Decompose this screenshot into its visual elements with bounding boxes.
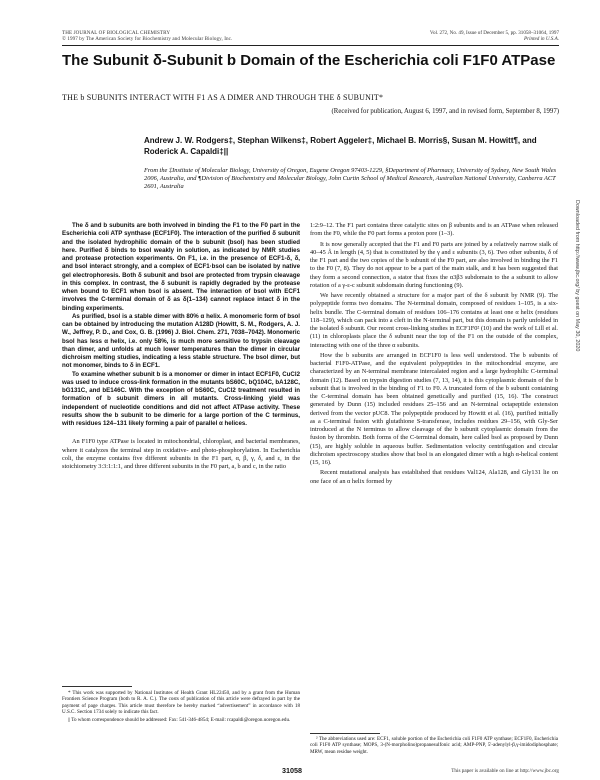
right-column [310,222,558,488]
body-paragraph: It is now generally accepted that the F1 and F0 parts are joined by a relatively narrow stalk of 40–45 Å in length (4, 5) that is constituted by the γ and ε subunits (3, 6). Two other subunits, δ of the F1 part and the two copies of the b subunit of the F0 part, are also involved in binding the F1 to the F0 (7, 8). They do not appear to be a part of the main stalk, and it has been suggested that they form a second connection, a stator that fixes the α3β3 subdomain to the a subunit to allow rotation of a γ-ε-c subunit subdomain during functioning (9). [310,240,558,289]
article-title: The Subunit δ-Subunit b Domain of the Escherichia coli F1F0 ATPase [62,52,556,69]
body-paragraph: We have recently obtained a structure for a major part of the δ subunit by NMR (9). The polypeptide forms two domains. The N-terminal domain, composed of residues 1–105, is a six-helix bundle. The C-terminal domain of residues 106–176 contains at least one α helix (residues 118–129), which can pack into a cleft in the N-terminal part, but this domain is partly unfolded in the isolated δ subunit. Our recent cross-linking studies in ECF1F0² (10) and the work of Lill et al. (11) in chloroplasts place the δ subunit near the top of the F1 on the outside of the complex, interacting with one of the three α subunits. [310,292,558,349]
printed-line: Printed in U.S.A. [524,36,559,43]
author-list: Andrew J. W. Rodgers‡, Stephan Wilkens‡, Robert Aggeler‡, Michael B. Morris§, Susan M. Howitt¶, and Roderick A. Capaldi‡|| [144,136,537,156]
copyright-line: © 1997 by The American Society for Biochemistry and Molecular Biology, Inc. [62,36,233,43]
download-watermark: Downloaded from http://www.jbc.org/ by guest on May 30, 2020 [574,200,580,352]
footnote-rule [310,733,380,734]
footnote-abbreviations: ² The abbreviations used are: ECF1, soluble portion of the Escherichia coli F1F0 ATP synthase; ECF1F0, Escherichia coli F1F0 ATP synthase; MOPS, 3-(N-morpholino)propanesulfonic acid; AMP-PNP, 5'-adenylyl-β,γ-imidodiphosphate; MRW, mean residue weight. [310,736,558,755]
header-rule [62,45,559,46]
footnotes-left [62,690,300,724]
page-number: 31058 [282,766,302,775]
affiliations: From the ‡Institute of Molecular Biology, University of Oregon, Eugene Oregon 97403-1229, §Department of Pharmacy, University of Sydney, New South Wales 2006, Australia, and ¶Division of Biochemistry and Molecular Biology, John Curtin School of Medical Research, Australian National University, Canberra ACT 2601, Australia [144,167,557,191]
article-subtitle: THE b SUBUNITS INTERACT WITH F1 AS A DIMER AND THROUGH THE δ SUBUNIT* [62,93,384,102]
journal-name: THE JOURNAL OF BIOLOGICAL CHEMISTRY [62,30,171,36]
journal-header [62,30,232,42]
body-paragraph: An F1F0 type ATPase is located in mitochondrial, chloroplast, and bacterial membranes, where it catalyzes the terminal step in oxidative- and photo-phosphorylation. In Escherichia coli, the enzyme contains five different subunits in the F1 part, α, β, γ, δ, and ε, in the stoichiometry 3:3:1:1:1, and three different subunits in the F0 part, a, b and c, in the ratio [62,438,300,470]
abstract [62,222,300,428]
volume-line: Vol. 272, No. 49, Issue of December 5, pp. 31058–31064, 1997 [429,30,559,36]
abstract-paragraph: As purified, bsol is a stable dimer with 80% α helix. A monomeric form of bsol can be obtained by introducing the mutation A128D (Howitt, S. M., Rodgers, A. J. W., Jeffrey, P. D., and Cox, G. B. (1996) J. Biol. Chem. 271, 7038–7042). Monomeric bsol has less α helix, i.e. only 58%, is much more sensitive to trypsin cleavage than dimer, and unfolds at much lower temperatures than the dimer in circular dichroism melting studies, indicating a less stable structure. The bsol dimer, but not monomer, binds to δ in ECF1. [62,312,300,370]
issue-header [430,30,559,42]
footnote-rule [62,686,132,687]
abstract-paragraph: The δ and b subunits are both involved in binding the F1 to the F0 part in the Escherichia coli ATP synthase (ECF1F0). The interaction of the purified δ subunit and the isolated hydrophilic domain of the b subunit (bsol) has been studied here. Purified δ binds to bsol weakly in solution, as indicated by NMR studies and protease protection experiments. On F1, i.e. in the presence of ECF1-δ, δ, and bsol interact strongly, and a complex of ECF1·bsol can be isolated by native gel electrophoresis. Both δ subunit and bsol are protected from trypsin cleavage in this complex. In contrast, the δ subunit is rapidly degraded by the protease when bound to ECF1 when bsol is absent. The interaction of bsol with ECF1 involves the C-terminal domain of δ as δ(1–134) cannot replace intact δ in the binding experiments. [62,222,300,312]
body-paragraph: How the b subunits are arranged in ECF1F0 is less well understood. The b subunits of bacterial F1F0-ATPase, and the equivalent polypeptides in the mitochondrial enzyme, are characterized by an N-terminal membrane intercalated region and a large hydrophilic C-terminal domain (12). Based on trypsin digestion studies (7, 13, 14), it is this cytoplasmic domain of the b subunit that is involved in the binding of F1 to F0. A truncated form of the b subunit containing the C-terminal domain has been obtained genetically and purified (15, 16). The construct generated by Dunn (15) included residues 25–156 and an N-terminal octapeptide extension derived from the vector pUC8. The polypeptide produced by Howitt et al. (16), purified initially as a C-terminal fusion with glutathione S-transferase, includes residues 29–156, with Gly-Ser introduced at the N terminus to allow cleavage of the b subunit cytoplasmic domain from the fusion by thrombin. Both forms of the C-terminal domain, here called bsol as proposed by Dunn (15), are highly soluble in aqueous buffer. Sedimentation velocity centrifugation and circular dichroism spectroscopy studies show that bsol is an elongated dimer with a high α-helical content (15, 16). [310,351,558,466]
left-column [62,222,300,473]
body-paragraph: Recent mutational analysis has established that residues Val124, Ala128, and Gly131 lie on one face of an α helix formed by [310,469,558,485]
body-paragraph: 1:2:9–12. The F1 part contains three catalytic sites on β subunits and is an ATPase when released from the F0, while the F0 part forms a proton pore (1–3). [310,222,558,238]
received-dates: (Received for publication, August 6, 1997, and in revised form, September 8, 1997) [331,108,559,115]
abstract-paragraph: To examine whether subunit b is a monomer or dimer in intact ECF1F0, CuCl2 was used to induce cross-link formation in the mutants bS60C, bQ104C, bA128C, bG131C, and bE146C. With the exception of bS60C, CuCl2 treatment resulted in formation of b subunit dimers in all mutants. Cross-linking yield was independent of nucleotide conditions and did not affect ATPase activity. These results show the b subunit to be dimeric for a large portion of the C terminus, with residues 124–131 likely forming a pair of parallel α helices. [62,370,300,427]
footer-note: This paper is available on line at http://www.jbc.org [451,768,559,774]
footnote-funding: * This work was supported by National Institutes of Health Grant HL22450, and by a grant from the Human Frontiers Science Program (both to R. A. C.). The costs of publication of this article were defrayed in part by the payment of page charges. This article must therefore be hereby marked “advertisement” in accordance with 18 U.S.C. Section 1734 solely to indicate this fact. [62,690,300,716]
footnotes-right [310,736,558,756]
footnote-correspondence: || To whom correspondence should be addressed: Fax: 541-346-4854; E-mail: rcapaldi@oregon.uoregon.edu. [68,716,291,723]
